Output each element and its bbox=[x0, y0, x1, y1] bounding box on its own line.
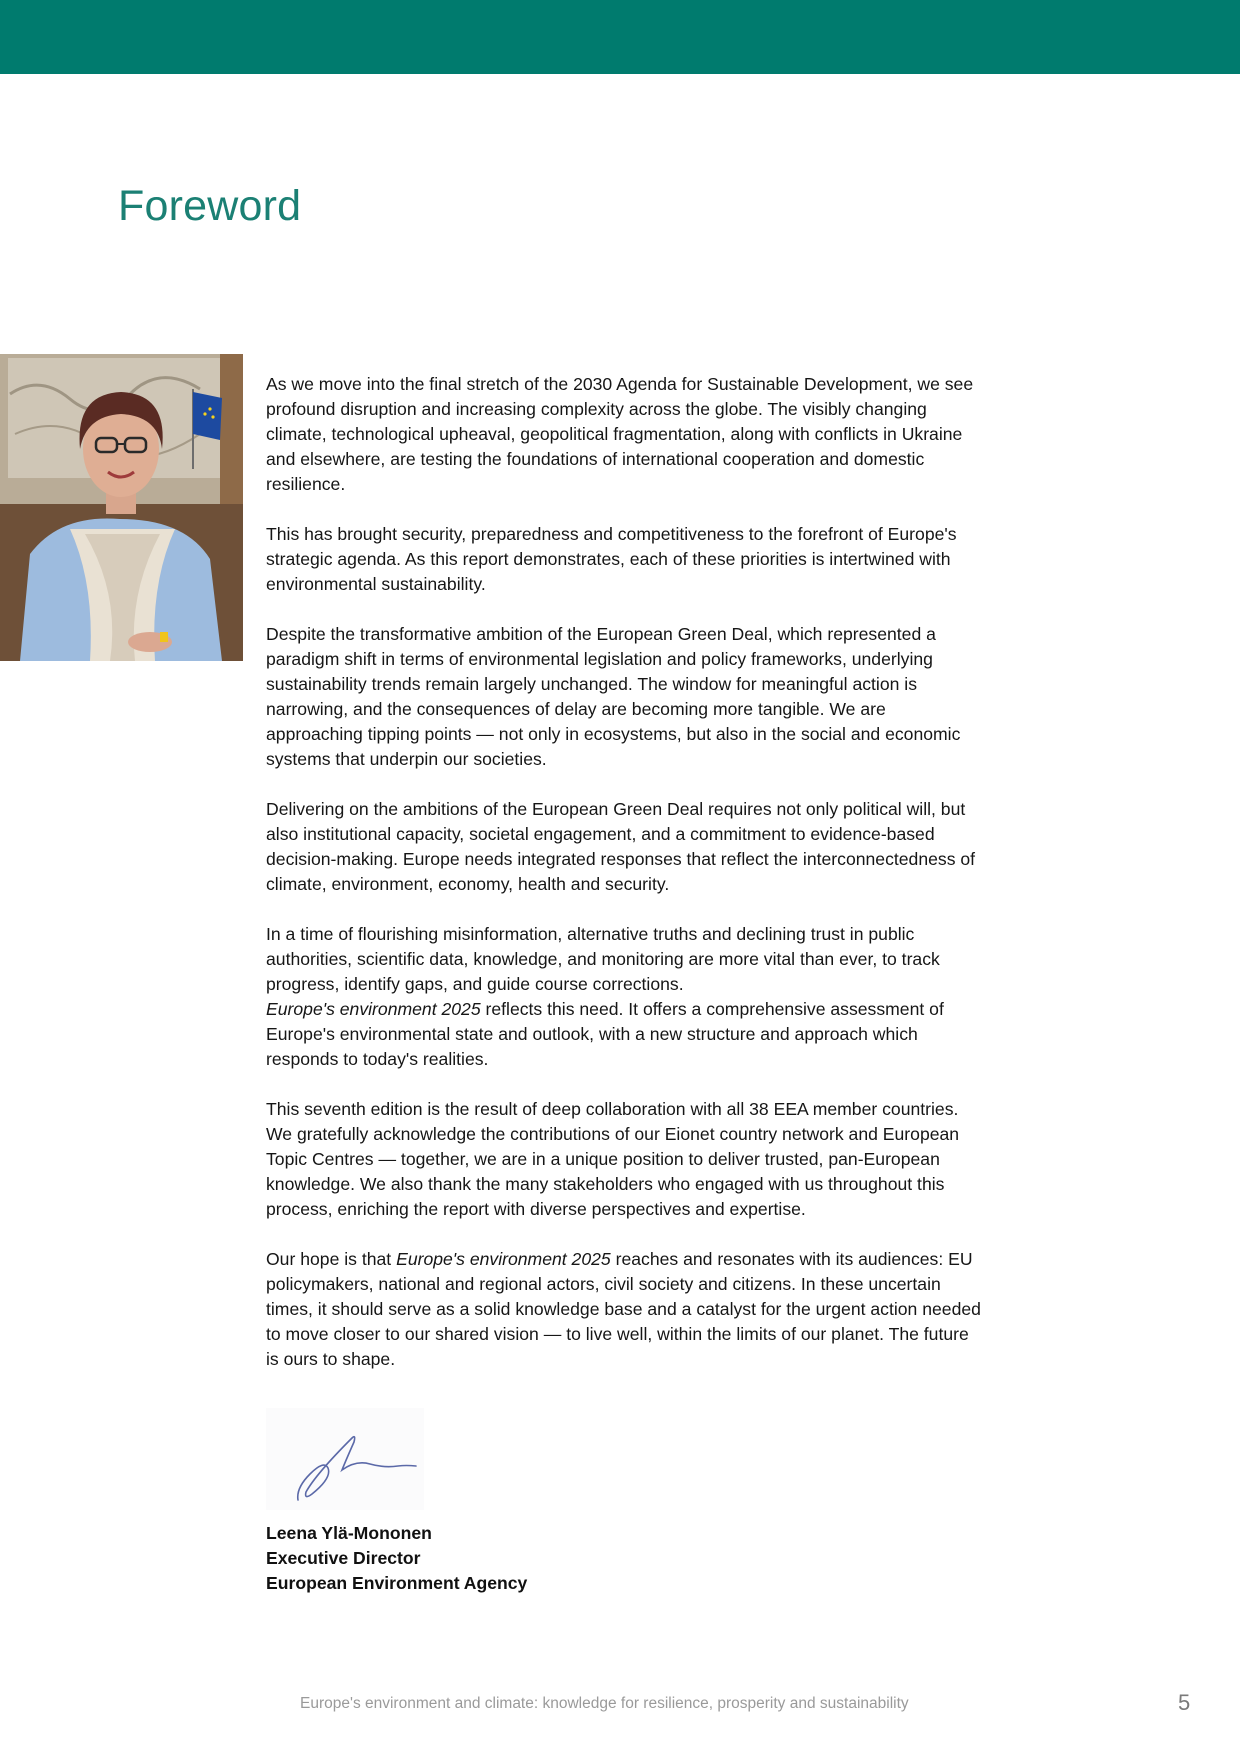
header-band bbox=[0, 0, 1240, 74]
page-number: 5 bbox=[1178, 1690, 1191, 1715]
signatory-organisation: European Environment Agency bbox=[266, 1573, 528, 1593]
paragraph bbox=[266, 922, 986, 1072]
portrait-photo-icon bbox=[0, 354, 243, 661]
paragraph-rest: reflects this need. It offers a comprehensive assessment of Europe's environmental state and outlook, with a new structure and approach which responds to today's realities. bbox=[266, 999, 944, 1069]
handwritten-signature-icon bbox=[266, 1408, 424, 1510]
signatory-name: Leena Ylä-Mononen bbox=[266, 1523, 432, 1543]
paragraph: As we move into the final stretch of the 2030 Agenda for Sustainable Development, we see profound disruption and increasing complexity across the globe. The visibly changing climate, technological upheaval, geopolitical fragmentation, along with conflicts in Ukraine and elsewhere, are testing the foundations of international cooperation and domestic resilience. bbox=[266, 374, 974, 494]
signature bbox=[266, 1408, 424, 1510]
page-title: Foreword bbox=[118, 182, 302, 230]
report-title-italic: Europe's environment 2025 bbox=[396, 1249, 611, 1269]
paragraph: Despite the transformative ambition of the European Green Deal, which represented a paradigm shift in terms of environmental legislation and policy frameworks, underlying sustainability trends remain largely unchanged. The window for meaningful action is narrowing, and the consequences of delay are becoming more tangible. We are approaching tipping points — not only in ecosystems, but also in the social and economic systems that underpin our societies. bbox=[266, 624, 961, 769]
paragraph: This has brought security, preparedness and competitiveness to the forefront of Europe's strategic agenda. As this report demonstrates, each of these priorities is intertwined with environmental sustainability. bbox=[266, 524, 957, 594]
paragraph bbox=[266, 1247, 986, 1372]
foreword-body bbox=[266, 372, 986, 1397]
portrait-photo bbox=[0, 354, 243, 661]
signatory-role: Executive Director bbox=[266, 1548, 421, 1568]
running-footer: Europe's environment and climate: knowledge for resilience, prosperity and sustainability bbox=[300, 1695, 909, 1712]
paragraph-rest: reaches and resonates with its audiences: EU policymakers, national and regional actors, civil society and citizens. In these uncertain times, it should serve as a solid knowledge base and a catalyst for the urgent action needed to move closer to our shared vision — to live well, within the limits of our planet. The future is ours to shape. bbox=[266, 1249, 981, 1369]
signatory-block bbox=[266, 1521, 766, 1596]
paragraph-lead: In a time of flourishing misinformation, alternative truths and declining trust in public authorities, scientific data, knowledge, and monitoring are more vital than ever, to track progress, identify gaps, and guide course corrections. bbox=[266, 924, 940, 994]
paragraph: This seventh edition is the result of deep collaboration with all 38 EEA member countries. We gratefully acknowledge the contributions of our Eionet country network and European Topic Centres — together, we are in a unique position to deliver trusted, pan-European knowledge. We also thank the many stakeholders who engaged with us throughout this process, enriching the report with diverse perspectives and expertise. bbox=[266, 1099, 960, 1219]
report-title-italic: Europe's environment 2025 bbox=[266, 999, 481, 1019]
paragraph-lead: Our hope is that bbox=[266, 1249, 392, 1269]
paragraph: Delivering on the ambitions of the European Green Deal requires not only political will, but also institutional capacity, societal engagement, and a commitment to evidence-based decision-making. Europe needs integrated responses that reflect the interconnectedness of climate, environment, economy, health and security. bbox=[266, 799, 976, 894]
